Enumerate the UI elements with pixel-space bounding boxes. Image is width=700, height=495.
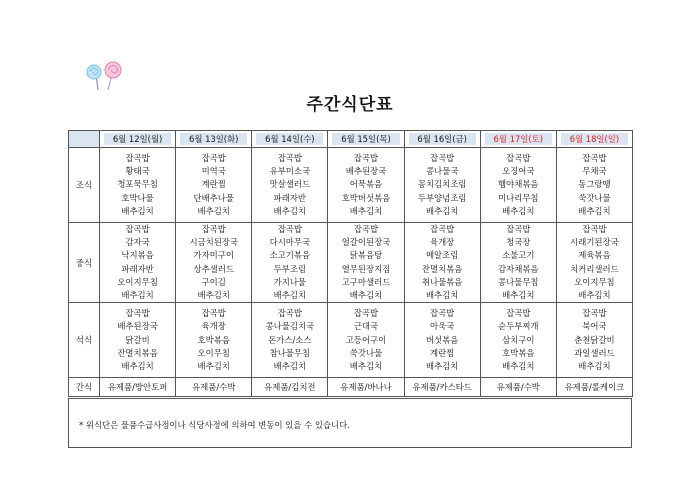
snack-cell: 유제품/김치전 [252, 378, 328, 397]
menu-cell [252, 148, 328, 223]
notice-text: * 위식단은 물품수급사정이나 식당사정에 의하여 변동이 있을 수 있습니다. [79, 420, 350, 430]
menu-cell [252, 223, 328, 303]
menu-item: 파래자반 [273, 192, 307, 203]
menu-item: 제육볶음 [578, 250, 611, 261]
menu-item: 과일샐러드 [574, 347, 615, 358]
menu-item: 잡곡밥 [506, 308, 531, 319]
menu-cell [176, 303, 252, 378]
menu-item: 잡곡밥 [506, 224, 531, 234]
menu-cell [480, 148, 556, 223]
menu-item: 배추김치 [273, 361, 307, 372]
menu-item: 계란찜 [429, 347, 455, 358]
menu-item: 치커리샐러드 [570, 263, 619, 274]
menu-item: 배추김치 [197, 290, 230, 301]
day-label-weekend: 6월 18일(일) [561, 133, 628, 145]
menu-item: 잡곡밥 [201, 152, 226, 163]
menu-cell [328, 223, 404, 303]
menu-item: 잡곡밥 [277, 224, 302, 234]
day-label-weekend: 6월 17일(토) [485, 133, 552, 145]
meal-label-snack: 간식 [69, 378, 100, 397]
menu-item: 삼치구이 [502, 334, 535, 345]
menu-item: 황태국 [125, 166, 150, 177]
menu-item: 버섯볶음 [425, 334, 459, 345]
menu-cell [100, 223, 176, 303]
snack-cell: 유제품/수박 [480, 378, 556, 397]
menu-item: 배추김치 [349, 290, 383, 301]
menu-item: 콩나물김치국 [265, 321, 315, 332]
menu-cell [100, 303, 176, 378]
day-header [100, 131, 176, 148]
menu-item: 배추김치 [502, 290, 535, 301]
menu-item: 시금치된장국 [189, 237, 238, 248]
day-header-row [69, 131, 633, 148]
menu-cell [480, 303, 556, 378]
weekly-menu-table [68, 130, 633, 397]
menu-item: 배추김치 [425, 290, 459, 301]
menu-cell [556, 148, 632, 223]
menu-item: 감자국 [125, 237, 150, 248]
meal-label: 중식 [69, 223, 100, 303]
menu-item: 잡곡밥 [125, 308, 150, 319]
meal-row [69, 148, 633, 223]
menu-item: 근대국 [353, 321, 379, 332]
menu-item: 배추김치 [349, 361, 383, 372]
day-header [252, 131, 328, 148]
menu-cell [404, 148, 480, 223]
menu-item: 동그랑땡 [578, 179, 611, 190]
menu-item: 배추김치 [121, 290, 154, 301]
menu-item: 어묵볶음 [349, 179, 383, 190]
menu-item: 배추김치 [502, 361, 535, 372]
menu-item: 배추김치 [121, 205, 154, 216]
snack-row [69, 378, 633, 397]
menu-item: 잡곡밥 [582, 152, 607, 163]
menu-item: 시래기된장국 [570, 237, 619, 248]
menu-cell [328, 148, 404, 223]
menu-item: 무채국 [582, 166, 607, 177]
menu-item: 고구마샐러드 [341, 276, 391, 287]
menu-item: 상추샐러드 [193, 263, 234, 274]
menu-item: 가자미구이 [193, 250, 234, 261]
day-label: 6월 15일(목) [332, 133, 399, 145]
day-header [176, 131, 252, 148]
menu-item: 배추된장국 [345, 166, 387, 177]
menu-item: 배추된장국 [117, 321, 158, 332]
menu-item: 파래자반 [121, 263, 154, 274]
menu-cell [480, 223, 556, 303]
menu-cell [252, 303, 328, 378]
menu-cell [328, 303, 404, 378]
menu-item: 오징어국 [502, 166, 535, 177]
menu-item: 감자채볶음 [498, 263, 539, 274]
menu-item: 취나물볶음 [421, 276, 463, 287]
menu-item: 잡곡밥 [429, 308, 455, 319]
day-header [480, 131, 556, 148]
menu-item: 소고기볶음 [269, 250, 311, 261]
menu-item: 배추김치 [121, 361, 154, 372]
menu-item: 오이지무침 [574, 276, 615, 287]
menu-item: 쑥갓나물 [578, 192, 611, 203]
menu-item: 춘천닭갈비 [574, 334, 615, 345]
menu-item: 배추김치 [502, 205, 535, 216]
menu-item: 호박버섯볶음 [341, 192, 391, 203]
snack-cell: 유제품/롤케이크 [556, 378, 632, 397]
menu-item: 잡곡밥 [582, 308, 607, 319]
menu-item: 잡곡밥 [582, 224, 607, 234]
day-header [404, 131, 480, 148]
menu-item: 두부양념조림 [417, 192, 467, 203]
menu-item: 호박볶음 [197, 334, 230, 345]
menu-item: 잡곡밥 [125, 152, 150, 163]
menu-item: 잡곡밥 [201, 224, 226, 234]
menu-item: 잔멸치볶음 [117, 347, 158, 358]
menu-item: 오이지무침 [117, 276, 158, 287]
menu-cell [176, 148, 252, 223]
menu-item: 닭갈비 [125, 334, 150, 345]
menu-item: 닭볶음탕 [349, 250, 383, 261]
menu-item: 잡곡밥 [353, 308, 379, 319]
menu-item: 오이무침 [197, 347, 230, 358]
menu-item: 소불고기 [502, 250, 535, 261]
meal-row [69, 223, 633, 303]
menu-item: 참나물무침 [269, 347, 311, 358]
day-label: 6월 14일(수) [256, 133, 323, 145]
menu-item: 잡곡밥 [429, 224, 455, 234]
menu-item: 육개장 [429, 237, 455, 248]
menu-item: 북어국 [582, 321, 607, 332]
menu-cell [556, 223, 632, 303]
menu-item: 잡곡밥 [353, 152, 379, 163]
menu-item: 배추김치 [578, 290, 611, 301]
day-header [556, 131, 632, 148]
menu-item: 배추김치 [578, 205, 611, 216]
menu-item: 배추김치 [578, 361, 611, 372]
menu-item: 맛살샐러드 [269, 179, 311, 190]
menu-cell [176, 223, 252, 303]
menu-item: 배추김치 [349, 205, 383, 216]
lollipop-decoration-icon [84, 60, 130, 90]
menu-item: 미역국 [201, 166, 226, 177]
menu-item: 청포묵무침 [117, 179, 158, 190]
menu-cell [404, 303, 480, 378]
menu-item: 계란찜 [201, 179, 226, 190]
snack-cell: 유제품/바나나 [328, 378, 404, 397]
menu-item: 햄야채볶음 [498, 179, 539, 190]
menu-item: 배추김치 [425, 205, 459, 216]
menu-item: 호박나물 [121, 192, 154, 203]
meal-label: 석식 [69, 303, 100, 378]
menu-item: 잡곡밥 [201, 308, 226, 319]
menu-item: 콩나물무침 [498, 276, 539, 287]
menu-item: 아욱국 [429, 321, 455, 332]
page-title: 주간식단표 [306, 95, 394, 115]
day-label: 6월 16일(금) [409, 133, 476, 145]
corner-cell [69, 131, 100, 148]
menu-item: 열무된장지짐 [341, 263, 391, 274]
menu-item: 잡곡밥 [277, 152, 302, 163]
menu-item: 잔멸치볶음 [421, 263, 463, 274]
menu-item: 메알조림 [425, 250, 459, 261]
notice-box [68, 398, 632, 448]
menu-item: 순두부찌개 [498, 321, 539, 332]
snack-cell: 유제품/방안토퍼 [100, 378, 176, 397]
menu-item: 가지나물 [273, 276, 307, 287]
menu-cell [556, 303, 632, 378]
menu-item: 고등어구이 [345, 334, 387, 345]
menu-item: 잡곡밥 [353, 224, 379, 234]
menu-item: 단배추나물 [193, 192, 234, 203]
menu-item: 배추김치 [273, 290, 307, 301]
menu-item: 잡곡밥 [125, 224, 150, 234]
menu-item: 배추김치 [197, 205, 230, 216]
menu-item: 육개장 [201, 321, 226, 332]
menu-item: 미나리무침 [498, 192, 539, 203]
day-label: 6월 12일(월) [104, 133, 171, 145]
menu-item: 배추김치 [197, 361, 230, 372]
menu-cell [404, 223, 480, 303]
day-label: 6월 13일(화) [180, 133, 247, 145]
menu-item: 쑥갓나물 [349, 347, 383, 358]
menu-item: 배추김치 [273, 205, 307, 216]
menu-item: 잡곡밥 [429, 152, 455, 163]
snack-cell: 유제품/수박 [176, 378, 252, 397]
day-header [328, 131, 404, 148]
menu-cell [100, 148, 176, 223]
menu-item: 다시마무국 [269, 237, 311, 248]
snack-cell: 유제품/카스타드 [404, 378, 480, 397]
menu-item: 청국장 [506, 237, 531, 248]
menu-item: 배추김치 [425, 361, 459, 372]
meal-row [69, 303, 633, 378]
menu-item: 잡곡밥 [506, 152, 531, 163]
menu-item: 구이김 [201, 276, 226, 287]
menu-item: 콩나물국 [425, 166, 459, 177]
menu-item: 낙지볶음 [121, 250, 154, 261]
menu-item: 잡곡밥 [277, 308, 302, 319]
menu-item: 얼갈이된장국 [341, 237, 391, 248]
menu-item: 유부미소국 [269, 166, 311, 177]
menu-item: 돈가스/소스 [268, 334, 312, 345]
menu-item: 두부조림 [273, 263, 307, 274]
menu-item: 호박볶음 [502, 347, 535, 358]
meal-label: 조식 [69, 148, 100, 223]
menu-item: 꽁치김치조림 [417, 179, 467, 190]
